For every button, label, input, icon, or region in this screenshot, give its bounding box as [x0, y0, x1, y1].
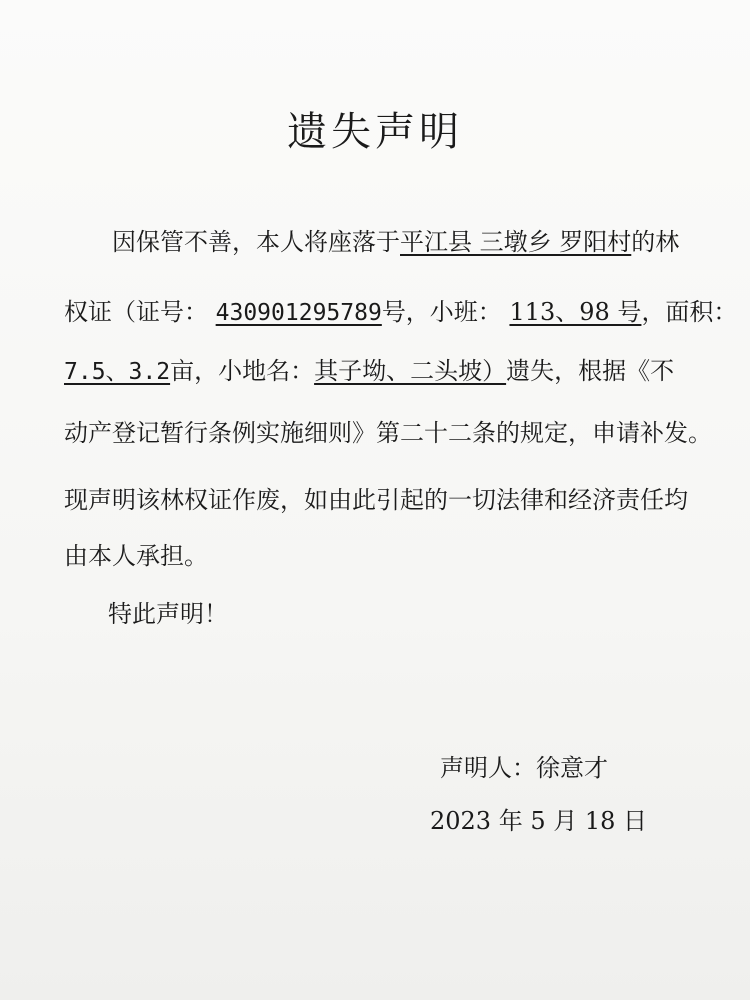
text-segment: 号，小班：	[381, 298, 502, 326]
body-line-5: 现声明该林权证作废，如由此引起的一切法律和经济责任均	[64, 486, 688, 514]
text-segment: 遗失，根据《不	[506, 357, 675, 385]
declaration-date: 2023 年 5 月 18 日	[430, 807, 648, 835]
body-line-3	[64, 353, 724, 390]
declarant-signature: 声明人：徐意才	[440, 754, 608, 782]
place-name: 其子坳、二头坡）	[314, 357, 507, 385]
location-underlined: 平江县 三墩乡 罗阳村	[400, 228, 632, 256]
text-segment: ，面积：	[641, 298, 738, 326]
area-value: 7.5、3.2	[64, 359, 171, 385]
certificate-number: 430901295789	[215, 300, 382, 326]
body-line-4: 动产登记暂行条例实施细则》第二十二条的规定，申请补发。	[64, 419, 712, 447]
closing-statement: 特此声明！	[108, 600, 228, 628]
body-line-1	[112, 224, 750, 260]
body-line-2	[64, 294, 738, 331]
text-segment: 亩，小地名：	[170, 357, 315, 385]
text-segment: 的林	[631, 228, 680, 256]
plot-number: 113、98 号	[509, 298, 642, 326]
text-segment: 因保管不善，本人将座落于	[112, 228, 400, 256]
text-segment: 权证（证号：	[64, 298, 208, 326]
body-line-6: 由本人承担。	[64, 542, 208, 570]
page-title: 遗失声明	[287, 109, 463, 155]
